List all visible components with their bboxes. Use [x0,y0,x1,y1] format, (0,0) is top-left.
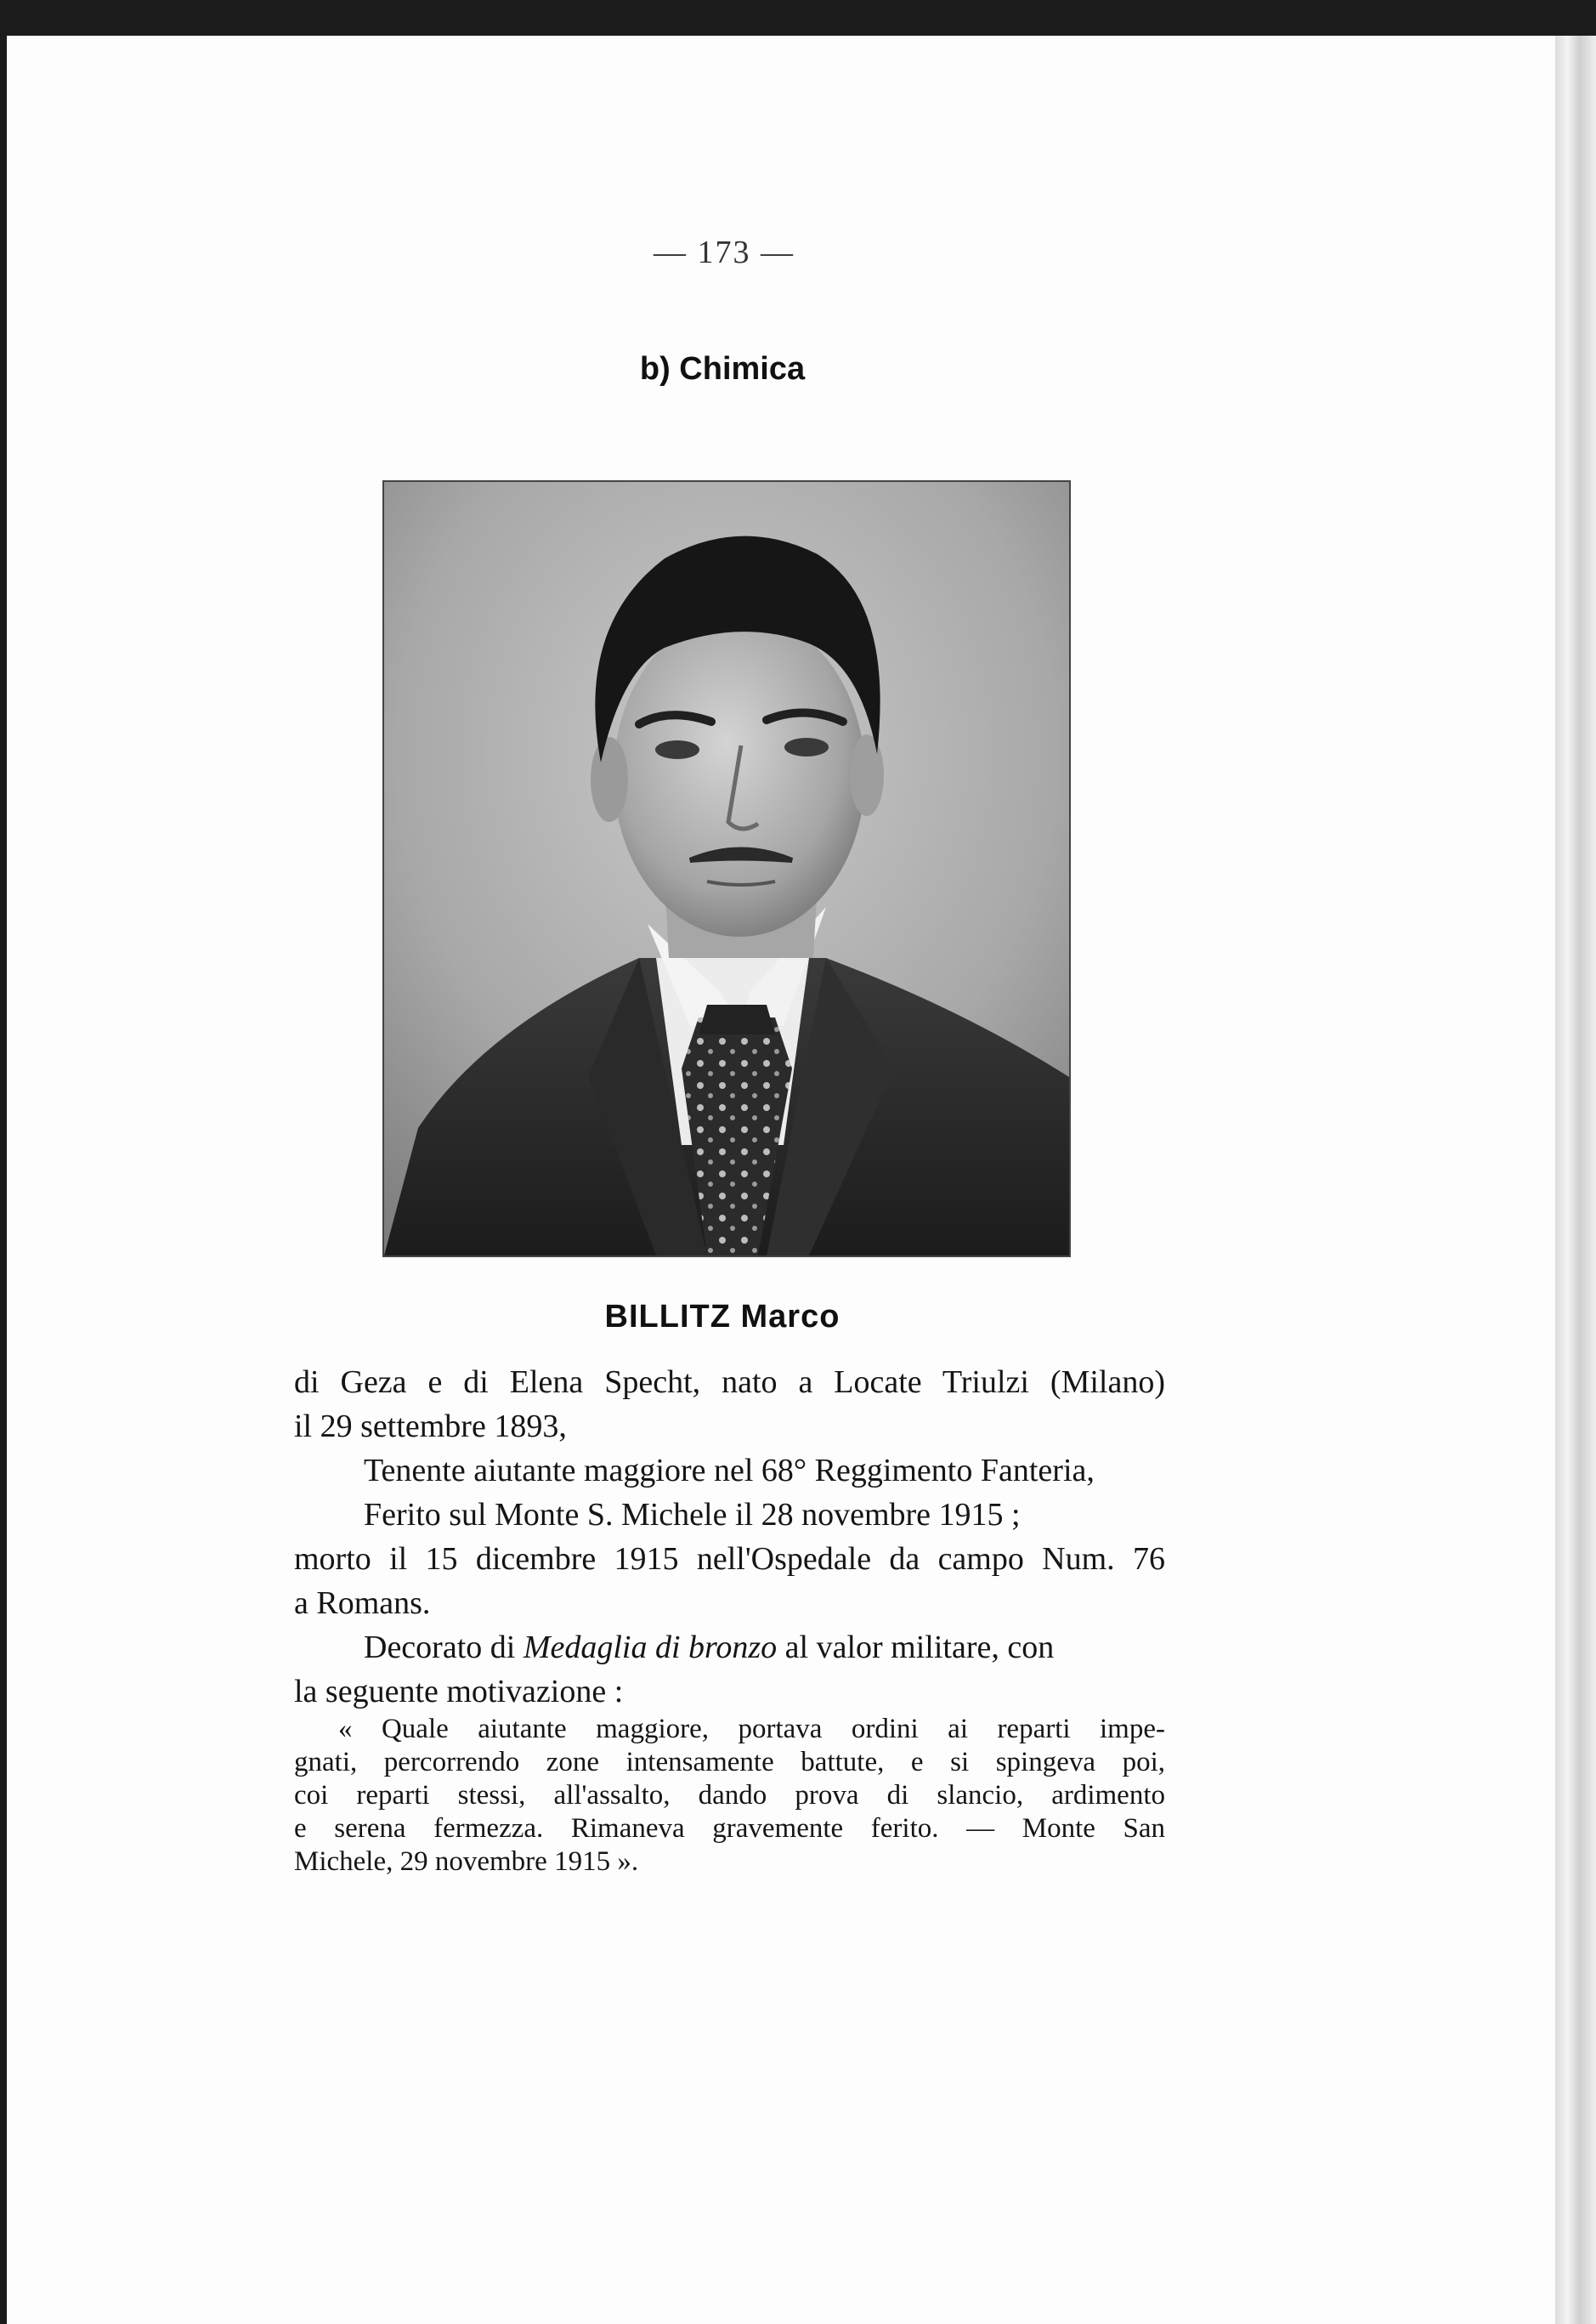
quote-line: gnati, percorrendo zone intensamente battute, e si spingeva poi, [294,1747,1165,1777]
bio-line: a Romans. [294,1585,431,1621]
bio-line: di Geza e di Elena Specht, nato a Locate Triulzi (Milano) [294,1364,1165,1400]
bio-line: Tenente aiutante maggiore nel 68° Reggimento Fanteria, [364,1453,1095,1488]
biography-text [294,1360,1165,1714]
section-title: b) Chimica [639,351,806,387]
decoration-suffix: al valor militare, con [784,1630,1055,1665]
page-number: — 173 — [654,235,795,270]
quote-line: Michele, 29 novembre 1915 ». [294,1846,639,1877]
person-name: BILLITZ Marco [604,1299,840,1335]
quote-line: e serena fermezza. Rimaneva gravemente ferito. — Monte San [294,1813,1165,1844]
bio-line: la seguente motivazione : [294,1674,624,1709]
medal-name: Medaglia di bronzo [523,1630,778,1665]
decoration-prefix: Decorato di [364,1630,516,1665]
bio-line: morto il 15 dicembre 1915 nell'Ospedale da campo Num. 76 [294,1541,1165,1577]
portrait-photo [382,480,1071,1257]
quote-line: coi reparti stessi, all'assalto, dando prova di slancio, ardimento [294,1780,1165,1811]
citation-quote [294,1713,1165,1879]
bio-line: il 29 settembre 1893, [294,1409,567,1444]
quote-line: « Quale aiutante maggiore, portava ordini ai reparti impe- [338,1714,1165,1744]
page-stack-edge [1555,36,1596,2324]
bio-line-decoration [294,1625,1165,1669]
bio-line: Ferito sul Monte S. Michele il 28 novembre 1915 ; [364,1497,1021,1533]
